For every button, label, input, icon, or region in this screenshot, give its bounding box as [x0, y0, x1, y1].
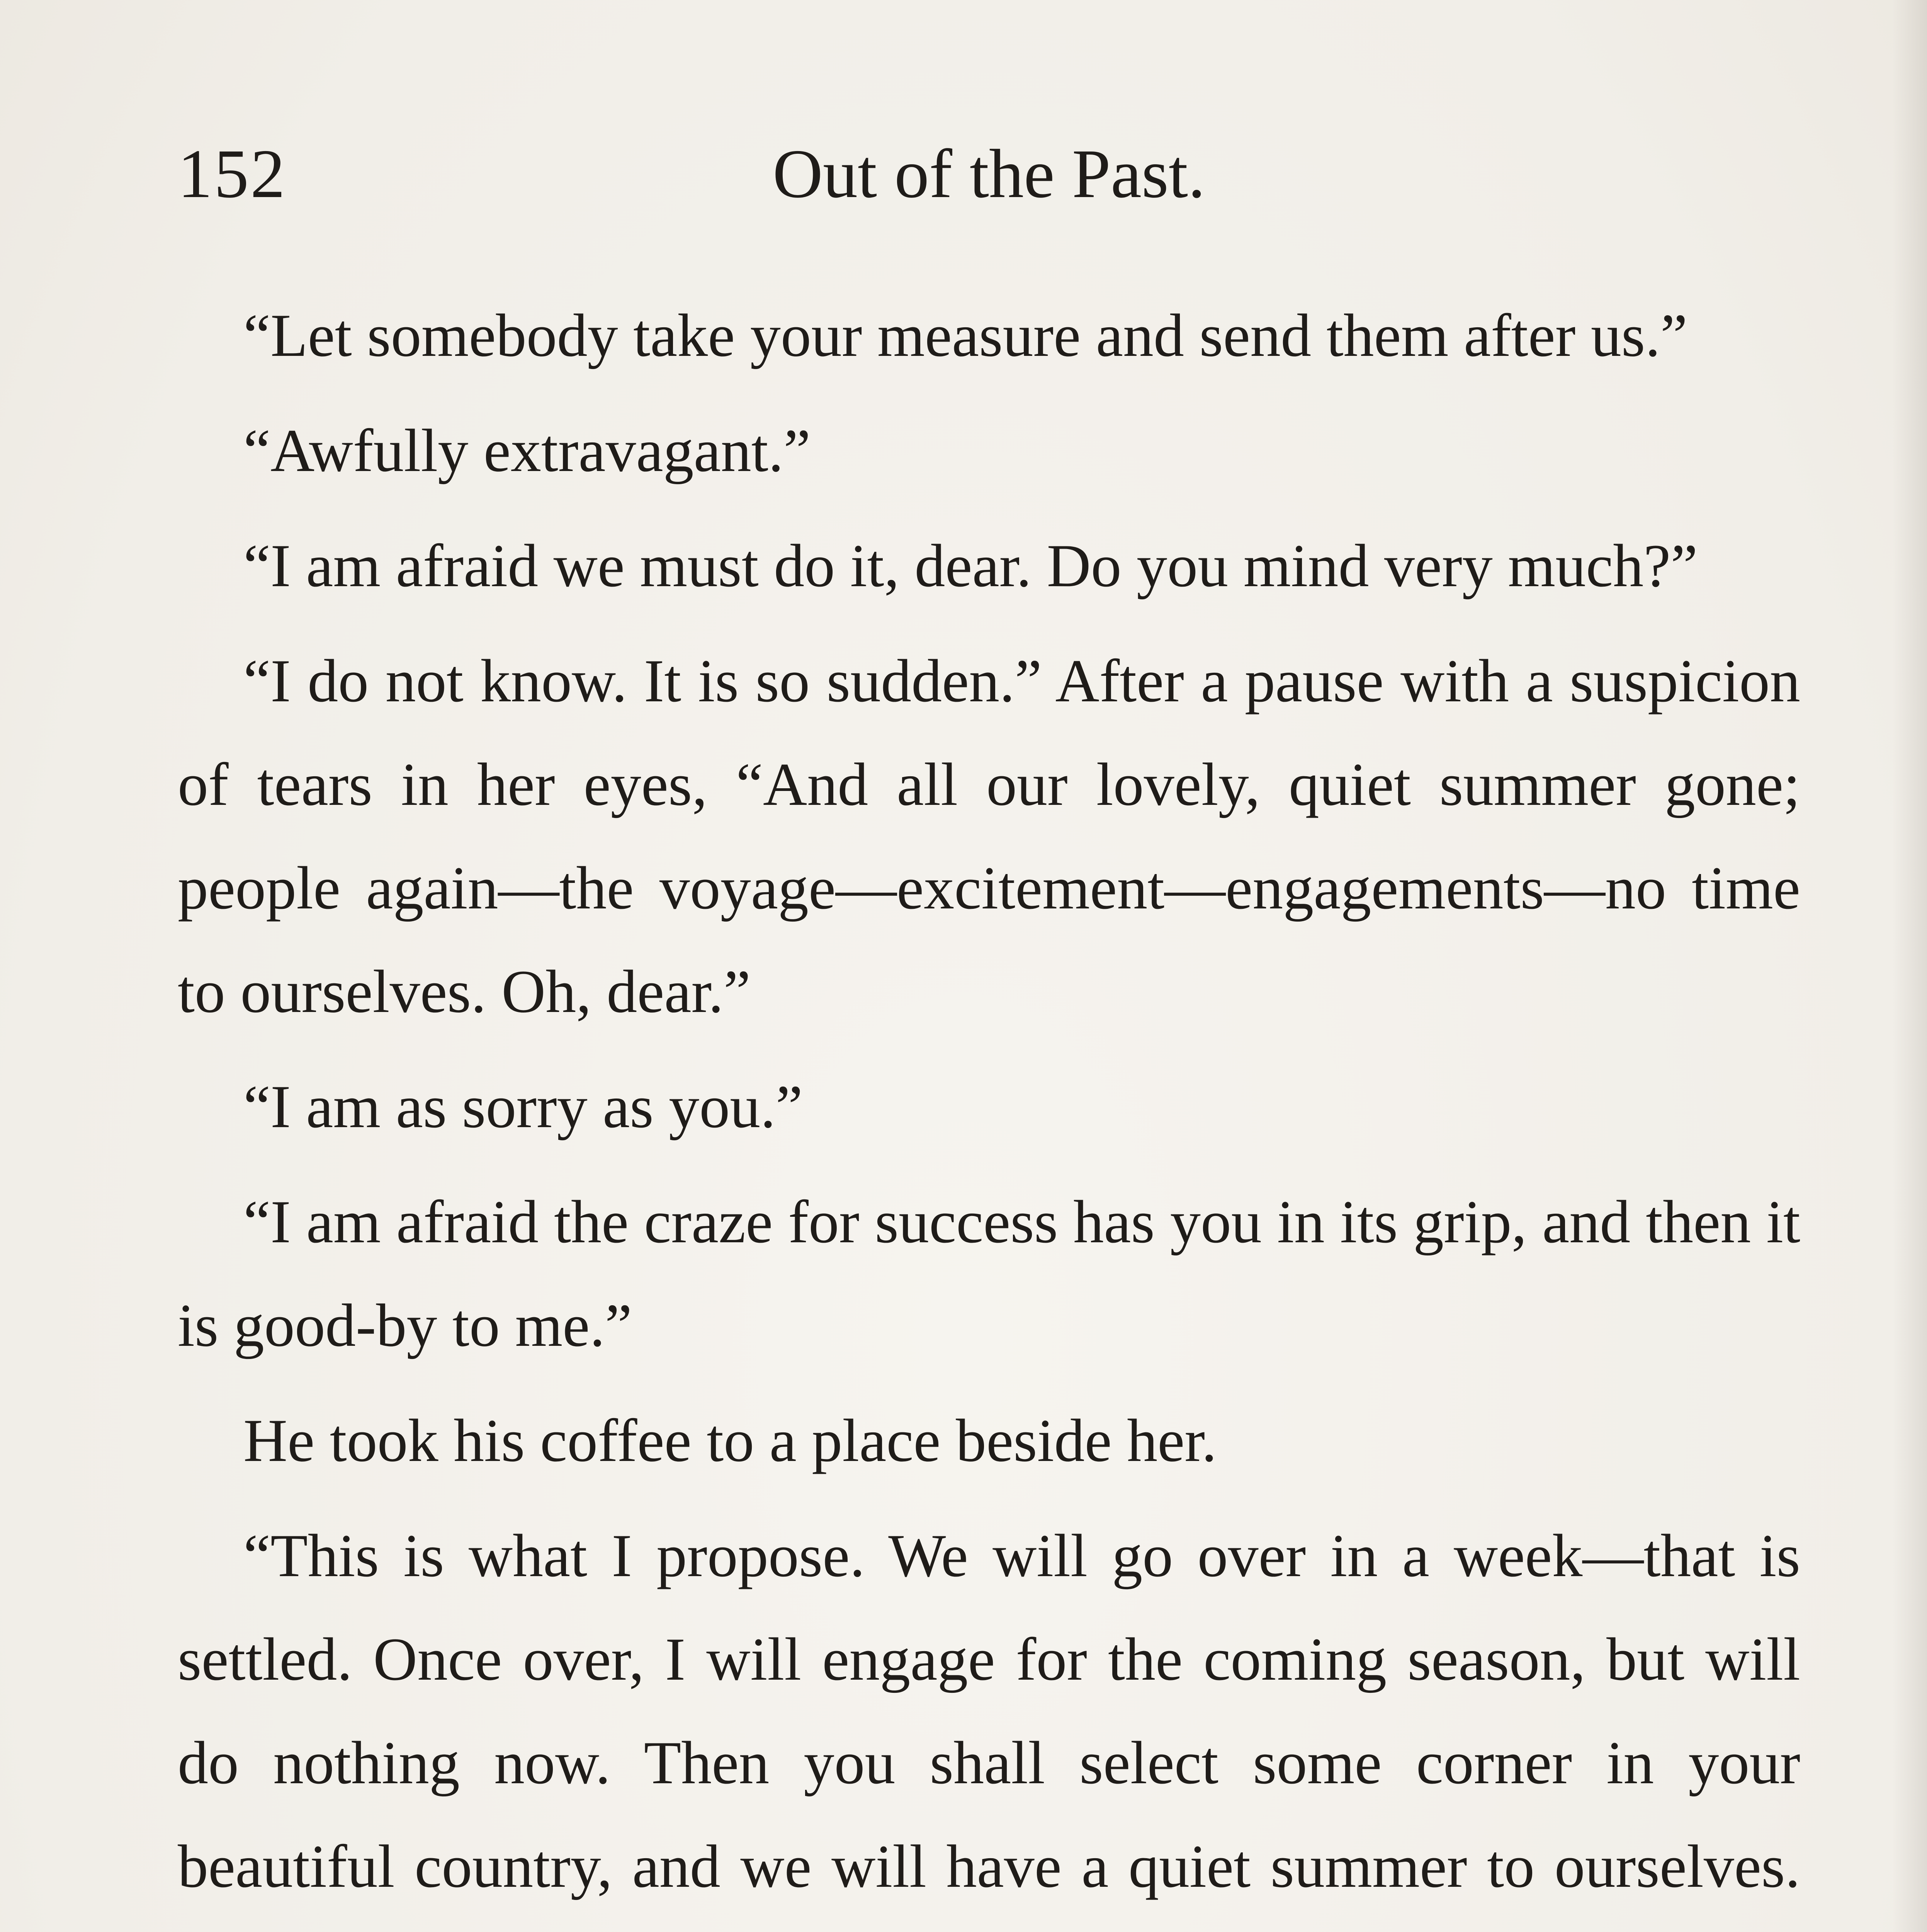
page-edge-shadow — [1892, 0, 1927, 1932]
paragraph: “I do not know. It is so sudden.” After a pause with a suspicion of tears in her eyes, “And all our lovely, quiet summer gone; people again—the voyage—excitement—engagements—no time to ourselves. Oh, dear.” — [178, 647, 1800, 1026]
paragraph: “Awfully extravagant.” — [243, 417, 811, 485]
paragraph: “Let somebody take your measure and send them after us.” — [243, 302, 1687, 369]
page-header — [178, 128, 1800, 220]
body-text — [178, 284, 1800, 1932]
paragraph: He took his coffee to a place beside her. — [243, 1407, 1217, 1475]
paragraph: “This is what I propose. We will go over in a week—that is settled. Once over, I will engage for the coming season, but will do nothing now. Then you shall select some corner in your beautiful country, and we will have a quiet summer to ourselves. — [178, 1522, 1800, 1900]
running-title: Out of the Past. — [773, 135, 1205, 212]
paragraph: “I am afraid the craze for success has you in its grip, and then it is good-by to me.” — [178, 1188, 1800, 1359]
page-number: 152 — [178, 135, 287, 212]
paragraph: “I am as sorry as you.” — [243, 1073, 803, 1141]
paragraph: “I am afraid we must do it, dear. Do you mind very much?” — [243, 532, 1698, 600]
